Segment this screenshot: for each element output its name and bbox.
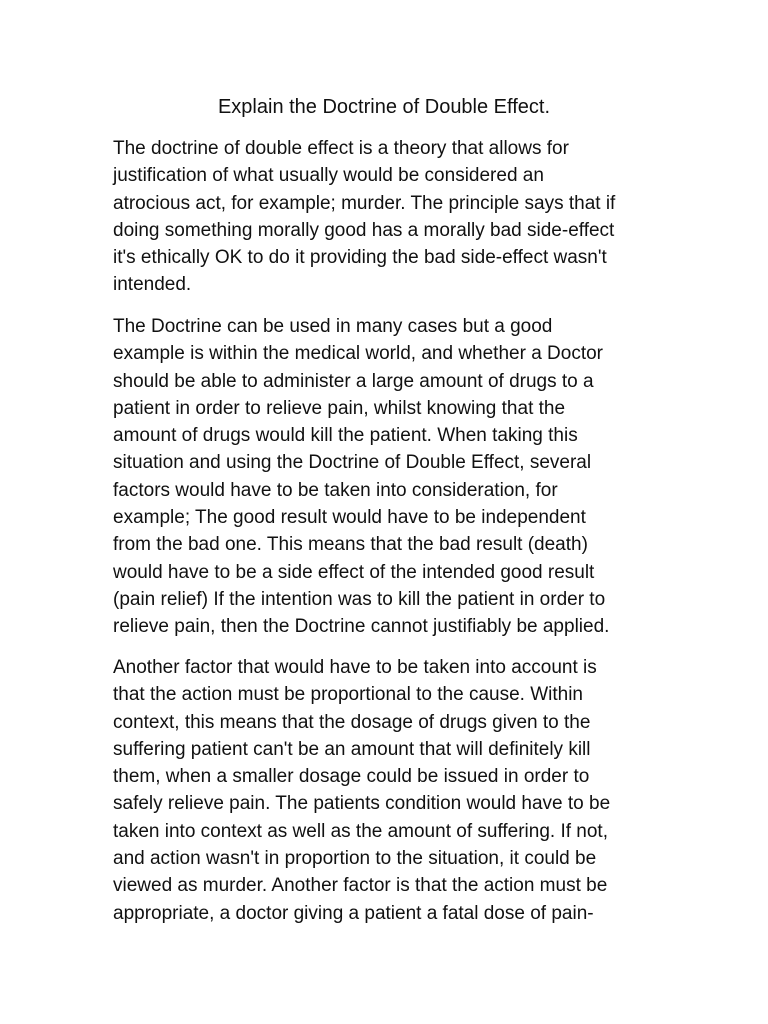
text-line: relieve pain, then the Doctrine cannot justifiably be applied. <box>113 616 610 638</box>
text-line: (pain relief) If the intention was to kill the patient in order to <box>113 588 606 610</box>
document-title: Explain the Doctrine of Double Effect. <box>217 96 551 118</box>
text-line: suffering patient can't be an amount that will definitely kill <box>113 738 591 760</box>
text-line: from the bad one. This means that the bad result (death) <box>113 534 588 556</box>
paragraph-3 <box>113 654 673 927</box>
text-line: intended. <box>113 274 192 296</box>
text-line: would have to be a side effect of the intended good result <box>113 561 595 583</box>
text-line: that the action must be proportional to the cause. Within <box>113 684 583 706</box>
text-line: it's ethically OK to do it providing the bad side-effect wasn't <box>113 247 607 269</box>
text-line: atrocious act, for example; murder. The principle says that if <box>113 192 616 214</box>
paragraph-1 <box>113 135 673 299</box>
text-line: situation and using the Doctrine of Double Effect, several <box>113 452 592 474</box>
text-line: example; The good result would have to be independent <box>113 507 586 529</box>
text-line: them, when a smaller dosage could be issued in order to <box>113 766 590 788</box>
text-line: Another factor that would have to be taken into account is <box>113 657 597 678</box>
text-line: patient in order to relieve pain, whilst knowing that the <box>113 397 566 419</box>
text-line: example is within the medical world, and whether a Doctor <box>113 343 604 365</box>
text-line: justification of what usually would be considered an <box>113 165 544 187</box>
text-line: doing something morally good has a morally bad side-effect <box>113 219 615 241</box>
text-line: and action wasn't in proportion to the situation, it could be <box>113 848 597 870</box>
text-line: The doctrine of double effect is a theory that allows for <box>113 138 569 159</box>
text-line: amount of drugs would kill the patient. When taking this <box>113 425 578 447</box>
text-line: appropriate, a doctor giving a patient a fatal dose of pain- <box>113 902 594 924</box>
text-line: context, this means that the dosage of drugs given to the <box>113 711 591 733</box>
text-line: taken into context as well as the amount of suffering. If not, <box>113 820 608 842</box>
paragraph-2 <box>113 313 673 641</box>
text-line: should be able to administer a large amount of drugs to a <box>113 370 594 392</box>
text-line: safely relieve pain. The patients condition would have to be <box>113 793 611 815</box>
text-line: factors would have to be taken into consideration, for <box>113 479 558 501</box>
text-line: viewed as murder. Another factor is that the action must be <box>113 875 608 897</box>
text-line: The Doctrine can be used in many cases but a good <box>113 316 553 337</box>
